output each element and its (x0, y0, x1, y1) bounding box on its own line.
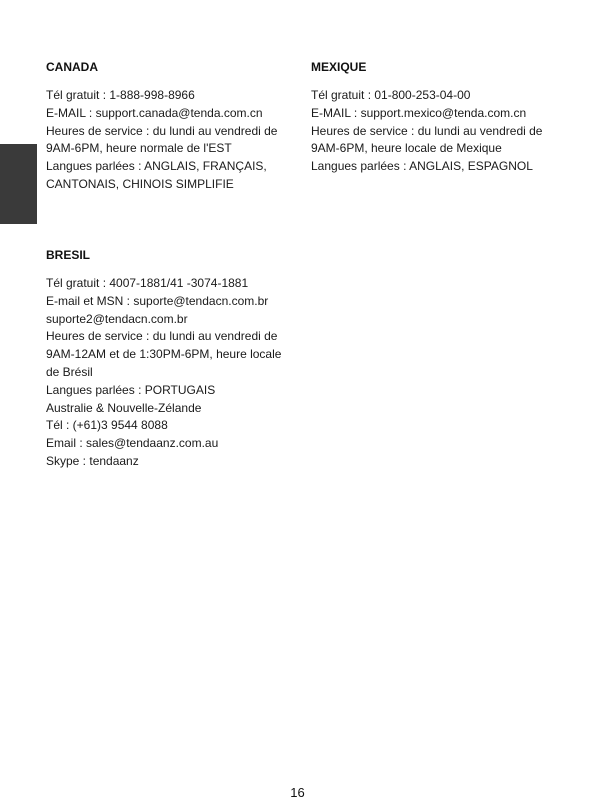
page-number: 16 (290, 785, 305, 800)
canada-phone: Tél gratuit : 1-888-998-8966 (46, 88, 195, 102)
mexique-hours-cont: 9AM-6PM, heure locale de Mexique (311, 141, 502, 156)
canada-languages-cont: CANTONAIS, CHINOIS SIMPLIFIE (46, 176, 234, 191)
canada-hours-cont: 9AM-6PM, heure normale de l'EST (46, 141, 232, 156)
canada-languages: Langues parlées : ANGLAIS, FRANÇAIS, (46, 159, 267, 174)
australia-nz-skype: Skype : tendaanz (46, 453, 139, 468)
australia-nz-label: Australie & Nouvelle-Zélande (46, 400, 202, 415)
canada-email: E-MAIL : support.canada@tenda.com.cn (46, 105, 263, 120)
mexique-email: E-MAIL : support.mexico@tenda.com.cn (311, 105, 527, 120)
bresil-hours: Heures de service : du lundi au vendredi de (46, 329, 278, 344)
section-side-tab (0, 144, 37, 224)
bresil-languages: Langues parlées : PORTUGAIS (46, 382, 216, 397)
bresil-phone: Tél gratuit : 4007-1881/41 -3074-1881 (46, 276, 249, 290)
canada-hours: Heures de service : du lundi au vendredi de (46, 123, 278, 138)
bresil-email-secondary: suporte2@tendacn.com.br (46, 311, 188, 326)
bresil-email-msn: E-mail et MSN : suporte@tendacn.com.br (46, 293, 269, 308)
canada-section (46, 59, 296, 194)
mexique-languages: Langues parlées : ANGLAIS, ESPAGNOL (311, 159, 533, 174)
australia-nz-phone: Tél : (+61)3 9544 8088 (46, 418, 168, 433)
bresil-hours-cont: 9AM-12AM et de 1:30PM-6PM, heure locale (46, 347, 282, 362)
mexique-phone: Tél gratuit : 01-800-253-04-00 (311, 88, 471, 102)
bresil-section (46, 247, 306, 471)
bresil-heading: BRESIL (46, 248, 91, 262)
australia-nz-email: Email : sales@tendaanz.com.au (46, 436, 219, 451)
canada-heading: CANADA (46, 60, 98, 74)
mexique-heading: MEXIQUE (311, 60, 367, 74)
mexique-section (311, 59, 581, 176)
mexique-hours: Heures de service : du lundi au vendredi de (311, 123, 543, 138)
bresil-hours-cont2: de Brésil (46, 364, 93, 379)
